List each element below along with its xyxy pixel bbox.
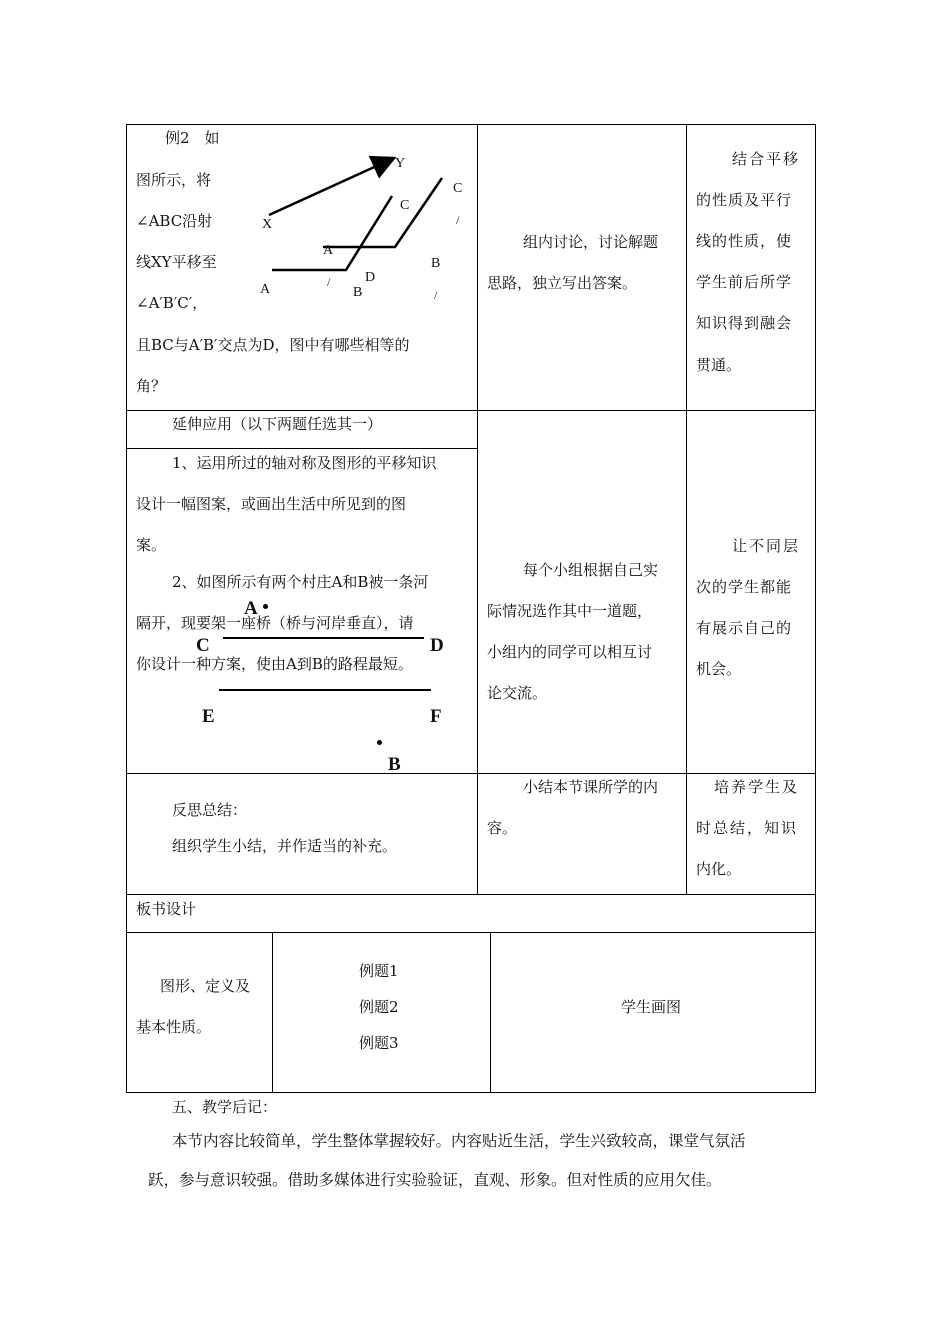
task-line: 1、运用所过的轴对称及图形的平移知识 [172,454,437,472]
purpose-line: 次的学生都能 [696,578,793,596]
activity-line: 际情况选作其中一道题， [487,602,653,620]
example2-line: 线XY平移至 [136,253,217,271]
river-bank-ef [219,689,431,691]
task-line: 你设计一种方案，使由A到B的路程最短。 [136,655,413,673]
purpose-line: 线的性质，使 [696,232,793,250]
village-b-point [377,740,382,745]
label-e: E [202,706,215,727]
activity-line: 组内讨论，讨论解题 [523,233,659,251]
purpose-line: 时总结，知识 [696,819,799,837]
label-c: C [196,635,210,656]
activity-line: 容。 [487,819,518,837]
board-example: 例题2 [359,998,399,1016]
purpose-line: 培养学生及 [714,778,800,796]
example2-line: ∠A′B′C′， [136,294,208,312]
label-b-prime: B [431,256,441,271]
purpose-line: 机会。 [696,660,742,678]
task-line: 设计一幅图案，或画出生活中所见到的图 [136,495,407,513]
summary-line: 组织学生小结，并作适当的补充。 [172,837,398,855]
afterword-heading: 五、教学后记： [172,1098,278,1116]
label-y: Y [395,156,406,171]
board-title: 板书设计 [136,900,197,918]
example2-line: 且BC与A′B′交点为D，图中有哪些相等的 [136,336,410,354]
river-bank-cd [223,637,424,639]
translation-figure [0,0,950,420]
task-line: 2、如图所示有两个村庄A和B被一条河 [172,573,429,591]
ray-xy [269,159,392,215]
purpose-line: 学生前后所学 [696,273,793,291]
example2-line: 例2 如 [165,129,220,147]
label-c-prime: C [453,181,463,196]
label-d: D [430,635,444,656]
village-a-point [263,604,268,609]
purpose-line: 结合平移 [732,150,801,168]
label-f: F [430,706,442,727]
purpose-line: 有展示自己的 [696,619,793,637]
task-line: 隔开，现要架一座桥（桥与河岸垂直），请 [136,614,414,632]
activity-line: 每个小组根据自己实 [523,561,659,579]
label-a: A [244,598,258,619]
extension-header: 延伸应用（以下两题任选其一） [172,415,383,433]
activity-line: 思路，独立写出答案。 [487,274,638,292]
purpose-line: 贯通。 [696,356,742,374]
board-line: 基本性质。 [136,1018,212,1036]
prime-mark: / [327,275,331,289]
board-example: 例题3 [359,1034,399,1052]
example2-line: ∠ABC沿射 [136,212,213,230]
activity-line: 论交流。 [487,684,548,702]
summary-line: 反思总结： [172,801,248,819]
afterword-line: 本节内容比较简单，学生整体掌握较好。内容贴近生活，学生兴致较高，课堂气氛活 [172,1132,746,1150]
board-line: 图形、定义及 [160,977,251,995]
label-a: A [260,282,271,297]
purpose-line: 让不同层 [732,537,801,555]
prime-mark: / [456,213,460,227]
label-d: D [365,270,376,285]
purpose-line: 的性质及平行 [696,191,793,209]
label-a-prime: A [323,243,334,258]
label-x: X [262,217,273,232]
label-c: C [400,198,410,213]
afterword-line: 跃，参与意识较强。借助多媒体进行实验验证，直观、形象。但对性质的应用欠佳。 [148,1171,722,1189]
label-b: B [353,285,363,300]
example2-line: 图所示，将 [136,171,212,189]
example2-line: 角？ [136,377,167,395]
board-example: 例题1 [359,962,399,980]
task-line: 案。 [136,536,167,554]
label-b: B [388,754,401,775]
activity-line: 小结本节课所学的内 [523,778,659,796]
activity-line: 小组内的同学可以相互讨 [487,643,653,661]
purpose-line: 知识得到融会 [696,314,793,332]
purpose-line: 内化。 [696,860,742,878]
prime-mark: / [434,288,438,302]
board-student-drawing: 学生画图 [621,998,682,1016]
